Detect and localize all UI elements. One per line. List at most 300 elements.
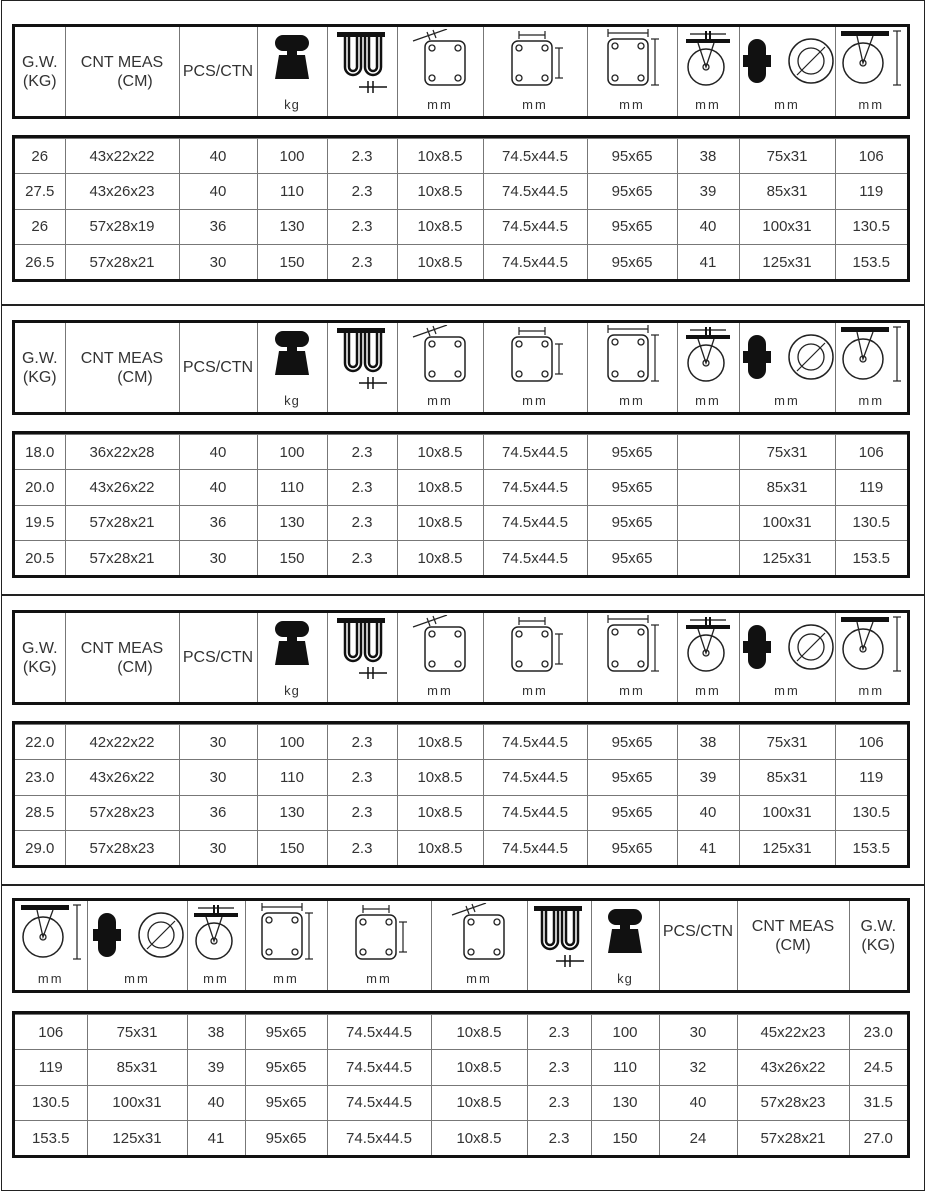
table-cell: 150 <box>257 541 327 575</box>
table-cell: 150 <box>257 831 327 865</box>
mm-unit: mm <box>124 971 150 986</box>
bolt-hole-header <box>397 323 483 412</box>
cnt-meas-header <box>737 901 849 990</box>
gw-header <box>15 27 65 116</box>
table-cell: 75x31 <box>739 725 835 760</box>
table-cell: 19.5 <box>15 505 65 540</box>
table-row <box>15 470 907 505</box>
swivel-offset-icon <box>684 29 732 87</box>
table-cell: 95x65 <box>587 541 677 575</box>
table-cell: 10x8.5 <box>397 435 483 470</box>
bracket-thickness-icon <box>335 617 389 681</box>
table-cell: 100x31 <box>739 795 835 830</box>
table-cell: 74.5x44.5 <box>327 1085 431 1120</box>
gw-label: G.W. <box>21 639 58 657</box>
table-cell: 43x26x22 <box>65 470 179 505</box>
table-cell: 125x31 <box>739 245 835 279</box>
table-cell: 106 <box>835 725 907 760</box>
table-cell: 75x31 <box>87 1015 187 1050</box>
table-cell: 10x8.5 <box>397 831 483 865</box>
table-cell: 85x31 <box>739 470 835 505</box>
pcs-ctn-header <box>179 323 257 412</box>
table-cell: 74.5x44.5 <box>483 795 587 830</box>
table-cell: 39 <box>677 760 739 795</box>
spec-table <box>15 138 907 279</box>
table-cell: 43x26x22 <box>65 760 179 795</box>
table-cell: 57x28x21 <box>65 245 179 279</box>
table-cell: 74.5x44.5 <box>483 541 587 575</box>
table-cell: 10x8.5 <box>431 1015 527 1050</box>
table-row <box>15 1121 907 1155</box>
cnt-meas-unit: (CM) <box>775 936 811 954</box>
weight-load-icon <box>273 619 311 667</box>
table-cell: 10x8.5 <box>397 760 483 795</box>
table-cell: 10x8.5 <box>431 1050 527 1085</box>
table-cell: 95x65 <box>587 795 677 830</box>
table-cell: 26.5 <box>15 245 65 279</box>
wheel-size-header <box>739 613 835 702</box>
hole-spacing-header <box>483 323 587 412</box>
load-header <box>591 901 659 990</box>
wheel-size-header <box>739 27 835 116</box>
plate-size-header <box>587 323 677 412</box>
table-cell: 40 <box>677 209 739 244</box>
table-cell: 85x31 <box>87 1050 187 1085</box>
table-cell: 36 <box>179 209 257 244</box>
hole-spacing-icon <box>348 903 410 961</box>
mm-unit: mm <box>203 971 229 986</box>
wheel-diameter-width-icon <box>89 905 185 961</box>
bolt-hole-icon <box>450 903 508 961</box>
table-cell: 2.3 <box>327 795 397 830</box>
bracket-thickness-icon <box>335 327 389 391</box>
table-cell: 100x31 <box>87 1085 187 1120</box>
table-row <box>15 245 907 279</box>
plate-size-header <box>587 27 677 116</box>
table-cell: 95x65 <box>245 1050 327 1085</box>
table-cell: 130 <box>257 505 327 540</box>
table-cell: 30 <box>179 245 257 279</box>
table-cell: 36 <box>179 795 257 830</box>
table-cell: 40 <box>179 470 257 505</box>
table-cell: 74.5x44.5 <box>483 139 587 174</box>
table-cell: 30 <box>179 760 257 795</box>
table-cell: 39 <box>677 174 739 209</box>
bolt-hole-icon <box>411 615 469 673</box>
swivel-offset-icon <box>684 325 732 383</box>
table-cell: 100 <box>257 139 327 174</box>
table-cell: 95x65 <box>587 831 677 865</box>
table-cell: 125x31 <box>739 541 835 575</box>
swivel-offset-icon <box>684 615 732 673</box>
table-cell: 43x22x22 <box>65 139 179 174</box>
thickness-header <box>527 901 591 990</box>
mm-unit: mm <box>858 97 885 112</box>
wheel-diameter-width-icon <box>739 327 835 383</box>
mm-unit: mm <box>427 393 453 408</box>
table-cell: 20.5 <box>15 541 65 575</box>
table-cell: 57x28x23 <box>737 1085 849 1120</box>
mm-unit: mm <box>774 97 800 112</box>
table-cell: 74.5x44.5 <box>483 435 587 470</box>
table-cell: 40 <box>677 795 739 830</box>
thickness-header <box>327 613 397 702</box>
kg-unit: kg <box>617 971 633 986</box>
table-cell: 10x8.5 <box>431 1085 527 1120</box>
table-cell: 119 <box>15 1050 87 1085</box>
table-cell: 106 <box>15 1015 87 1050</box>
table-cell: 110 <box>591 1050 659 1085</box>
table-cell: 119 <box>835 760 907 795</box>
spec-table <box>15 724 907 865</box>
table-cell: 2.3 <box>327 760 397 795</box>
table-cell: 57x28x21 <box>737 1121 849 1155</box>
table-cell: 30 <box>179 831 257 865</box>
mm-unit: mm <box>858 393 885 408</box>
table-cell: 85x31 <box>739 760 835 795</box>
table-cell: 26 <box>15 139 65 174</box>
table-cell: 31.5 <box>849 1085 907 1120</box>
table-row <box>15 760 907 795</box>
table-cell: 40 <box>179 174 257 209</box>
gw-unit: (KG) <box>22 72 57 90</box>
table-cell: 110 <box>257 470 327 505</box>
mm-unit: mm <box>466 971 492 986</box>
mm-unit: mm <box>774 393 800 408</box>
cnt-meas-label: CNT MEAS <box>80 349 164 367</box>
table-row <box>15 541 907 575</box>
weight-load-icon <box>273 33 311 81</box>
table-cell: 57x28x23 <box>65 795 179 830</box>
table-cell: 95x65 <box>587 725 677 760</box>
table-cell: 85x31 <box>739 174 835 209</box>
table-cell: 57x28x19 <box>65 209 179 244</box>
gw-label: G.W. <box>21 349 58 367</box>
table-cell: 100 <box>591 1015 659 1050</box>
table-cell: 74.5x44.5 <box>483 831 587 865</box>
mm-unit: mm <box>619 393 645 408</box>
load-header <box>257 27 327 116</box>
table-cell: 125x31 <box>739 831 835 865</box>
table-cell: 2.3 <box>327 209 397 244</box>
mm-unit: mm <box>695 97 721 112</box>
bolt-hole-header <box>431 901 527 990</box>
table-cell: 2.3 <box>327 435 397 470</box>
plate-size-icon <box>602 615 662 673</box>
table-cell: 153.5 <box>15 1121 87 1155</box>
table-row <box>15 831 907 865</box>
table-cell: 2.3 <box>527 1015 591 1050</box>
table-cell: 28.5 <box>15 795 65 830</box>
gw-unit: (KG) <box>22 368 57 386</box>
bolt-hole-icon <box>411 325 469 383</box>
table-cell: 153.5 <box>835 831 907 865</box>
table-cell: 2.3 <box>527 1050 591 1085</box>
table-cell: 38 <box>187 1015 245 1050</box>
swivel-offset-header <box>187 901 245 990</box>
hole-spacing-icon <box>504 615 566 673</box>
table-cell: 38 <box>677 725 739 760</box>
plate-size-icon <box>256 903 316 961</box>
hole-spacing-header <box>483 27 587 116</box>
table-cell: 10x8.5 <box>397 795 483 830</box>
table-cell: 74.5x44.5 <box>327 1050 431 1085</box>
table-cell: 10x8.5 <box>397 505 483 540</box>
wheel-size-header <box>739 323 835 412</box>
table-row <box>15 1015 907 1050</box>
data-table-1 <box>12 135 910 282</box>
height-header <box>15 901 87 990</box>
table-cell: 23.0 <box>15 760 65 795</box>
table-cell: 95x65 <box>587 760 677 795</box>
overall-height-icon <box>839 29 903 87</box>
table-row <box>15 505 907 540</box>
mm-unit: mm <box>427 683 453 698</box>
bracket-thickness-icon <box>335 31 389 95</box>
table-cell: 41 <box>677 831 739 865</box>
table-cell: 18.0 <box>15 435 65 470</box>
bolt-hole-header <box>397 613 483 702</box>
table-cell: 22.0 <box>15 725 65 760</box>
table-cell: 2.3 <box>527 1085 591 1120</box>
table-cell: 130.5 <box>835 209 907 244</box>
table-cell: 24.5 <box>849 1050 907 1085</box>
table-cell: 57x28x21 <box>65 541 179 575</box>
table-cell: 2.3 <box>327 139 397 174</box>
table-cell: 41 <box>187 1121 245 1155</box>
table-cell: 153.5 <box>835 541 907 575</box>
table-cell: 2.3 <box>527 1121 591 1155</box>
table-cell: 57x28x23 <box>65 831 179 865</box>
gw-header <box>15 323 65 412</box>
weight-load-icon <box>606 907 644 955</box>
kg-unit: kg <box>284 97 300 112</box>
cnt-meas-unit: (CM) <box>117 72 153 90</box>
pcs-ctn-header <box>659 901 737 990</box>
table-cell: 30 <box>659 1015 737 1050</box>
table-cell: 2.3 <box>327 725 397 760</box>
hole-spacing-header <box>483 613 587 702</box>
table-cell: 95x65 <box>587 505 677 540</box>
table-cell: 40 <box>187 1085 245 1120</box>
swivel-offset-header <box>677 323 739 412</box>
table-cell: 95x65 <box>245 1085 327 1120</box>
table-cell: 26 <box>15 209 65 244</box>
table-cell: 36x22x28 <box>65 435 179 470</box>
table-row <box>15 209 907 244</box>
table-cell <box>677 541 739 575</box>
table-cell: 2.3 <box>327 505 397 540</box>
gw-unit: (KG) <box>22 658 57 676</box>
hole-spacing-icon <box>504 325 566 383</box>
table-cell: 10x8.5 <box>397 139 483 174</box>
cnt-meas-header <box>65 613 179 702</box>
gw-unit: (KG) <box>861 936 896 954</box>
table-cell: 74.5x44.5 <box>483 209 587 244</box>
load-header <box>257 613 327 702</box>
table-cell: 10x8.5 <box>397 541 483 575</box>
table-cell: 95x65 <box>245 1015 327 1050</box>
table-cell: 130 <box>257 209 327 244</box>
table-cell: 150 <box>257 245 327 279</box>
table-cell: 2.3 <box>327 174 397 209</box>
table-cell: 74.5x44.5 <box>327 1015 431 1050</box>
gw-header <box>15 613 65 702</box>
cnt-meas-header <box>65 323 179 412</box>
table-cell: 40 <box>659 1085 737 1120</box>
table-cell: 10x8.5 <box>397 209 483 244</box>
table-row <box>15 435 907 470</box>
table-cell: 2.3 <box>327 245 397 279</box>
mm-unit: mm <box>273 971 299 986</box>
data-table-4 <box>12 1011 910 1158</box>
table-cell: 10x8.5 <box>397 245 483 279</box>
mm-unit: mm <box>522 393 548 408</box>
swivel-offset-header <box>677 27 739 116</box>
height-header <box>835 613 907 702</box>
wheel-diameter-width-icon <box>739 31 835 87</box>
table-row <box>15 174 907 209</box>
table-cell: 10x8.5 <box>431 1121 527 1155</box>
mm-unit: mm <box>37 971 64 986</box>
plate-size-header <box>587 613 677 702</box>
kg-unit: kg <box>284 393 300 408</box>
table-cell: 30 <box>179 725 257 760</box>
table-cell <box>677 470 739 505</box>
cnt-meas-label: CNT MEAS <box>80 53 164 71</box>
kg-unit: kg <box>284 683 300 698</box>
table-cell: 119 <box>835 174 907 209</box>
hole-spacing-icon <box>504 29 566 87</box>
data-table-3 <box>12 721 910 868</box>
mm-unit: mm <box>774 683 800 698</box>
data-table-2 <box>12 431 910 578</box>
table-cell: 45x22x23 <box>737 1015 849 1050</box>
table-cell: 130.5 <box>15 1085 87 1120</box>
table-cell: 2.3 <box>327 831 397 865</box>
pcs-ctn-label: PCS/CTN <box>182 649 254 666</box>
cnt-meas-unit: (CM) <box>117 658 153 676</box>
height-header <box>835 27 907 116</box>
table-cell: 27.5 <box>15 174 65 209</box>
mm-unit: mm <box>695 393 721 408</box>
table-cell: 75x31 <box>739 139 835 174</box>
bolt-hole-header <box>397 27 483 116</box>
table-row <box>15 795 907 830</box>
table-cell: 41 <box>677 245 739 279</box>
table-cell: 43x26x23 <box>65 174 179 209</box>
mm-unit: mm <box>619 97 645 112</box>
table-cell: 150 <box>591 1121 659 1155</box>
weight-load-icon <box>273 329 311 377</box>
table-cell: 43x26x22 <box>737 1050 849 1085</box>
cnt-meas-label: CNT MEAS <box>80 639 164 657</box>
load-header <box>257 323 327 412</box>
table-cell: 74.5x44.5 <box>483 174 587 209</box>
table-cell: 95x65 <box>587 174 677 209</box>
pcs-ctn-label: PCS/CTN <box>182 359 254 376</box>
wheel-diameter-width-icon <box>739 617 835 673</box>
table-row <box>15 1085 907 1120</box>
header-table-4 <box>12 898 910 993</box>
plate-size-icon <box>602 325 662 383</box>
table-cell: 10x8.5 <box>397 174 483 209</box>
table-cell: 38 <box>677 139 739 174</box>
table-cell: 10x8.5 <box>397 470 483 505</box>
mm-unit: mm <box>695 683 721 698</box>
table-cell: 110 <box>257 760 327 795</box>
overall-height-icon <box>19 903 83 961</box>
table-cell: 130 <box>591 1085 659 1120</box>
cnt-meas-header <box>65 27 179 116</box>
cnt-meas-unit: (CM) <box>117 368 153 386</box>
height-header <box>835 323 907 412</box>
table-cell: 130.5 <box>835 505 907 540</box>
table-cell: 130 <box>257 795 327 830</box>
mm-unit: mm <box>522 683 548 698</box>
table-cell: 20.0 <box>15 470 65 505</box>
table-cell <box>677 505 739 540</box>
table-cell: 95x65 <box>587 245 677 279</box>
bracket-thickness-icon <box>532 905 586 969</box>
gw-label: G.W. <box>860 917 897 935</box>
table-cell: 29.0 <box>15 831 65 865</box>
table-cell: 100x31 <box>739 505 835 540</box>
table-cell: 40 <box>179 139 257 174</box>
thickness-header <box>327 27 397 116</box>
table-cell: 74.5x44.5 <box>483 725 587 760</box>
header-table-1 <box>12 24 910 119</box>
table-cell: 23.0 <box>849 1015 907 1050</box>
table-row <box>15 725 907 760</box>
cnt-meas-label: CNT MEAS <box>751 917 835 935</box>
bolt-hole-icon <box>411 29 469 87</box>
spec-table <box>15 1014 907 1155</box>
table-cell: 74.5x44.5 <box>483 470 587 505</box>
table-cell: 75x31 <box>739 435 835 470</box>
table-cell: 95x65 <box>587 209 677 244</box>
table-cell: 106 <box>835 139 907 174</box>
table-cell: 27.0 <box>849 1121 907 1155</box>
table-cell: 95x65 <box>245 1121 327 1155</box>
table-cell: 130.5 <box>835 795 907 830</box>
table-cell: 57x28x21 <box>65 505 179 540</box>
table-cell: 125x31 <box>87 1121 187 1155</box>
swivel-offset-header <box>677 613 739 702</box>
mm-unit: mm <box>427 97 453 112</box>
mm-unit: mm <box>858 683 885 698</box>
table-cell: 40 <box>179 435 257 470</box>
plate-size-icon <box>602 29 662 87</box>
pcs-ctn-label: PCS/CTN <box>182 63 254 80</box>
thickness-header <box>327 323 397 412</box>
table-cell: 74.5x44.5 <box>483 245 587 279</box>
mm-unit: mm <box>522 97 548 112</box>
table-cell: 74.5x44.5 <box>483 505 587 540</box>
table-cell: 74.5x44.5 <box>483 760 587 795</box>
table-cell: 119 <box>835 470 907 505</box>
overall-height-icon <box>839 325 903 383</box>
table-cell: 100 <box>257 435 327 470</box>
plate-size-header <box>245 901 327 990</box>
mm-unit: mm <box>366 971 392 986</box>
table-cell: 153.5 <box>835 245 907 279</box>
table-cell: 24 <box>659 1121 737 1155</box>
overall-height-icon <box>839 615 903 673</box>
pcs-ctn-header <box>179 27 257 116</box>
table-cell: 74.5x44.5 <box>327 1121 431 1155</box>
table-cell: 10x8.5 <box>397 725 483 760</box>
